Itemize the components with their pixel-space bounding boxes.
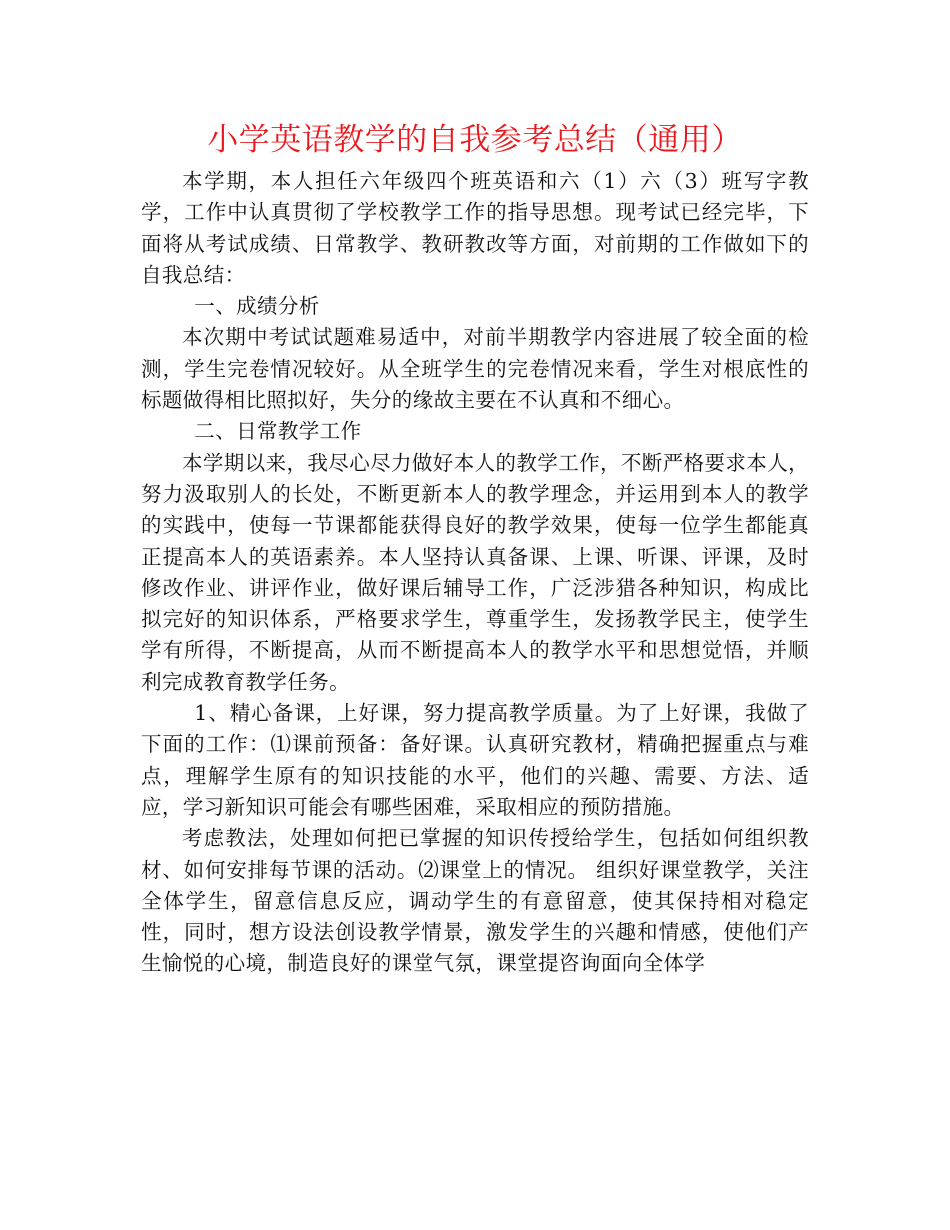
document-body xyxy=(141,166,809,980)
section-heading-score-analysis: 一、成绩分析 xyxy=(194,294,320,319)
paragraph-teaching-method: 考虑教法，处理如何把已掌握的知识传授给学生，包括如何组织教材、如何安排每节课的活动。⑵课堂上的情况。 组织好课堂教学，关注全体学生，留意信息反应，调动学生的有意留意，使其保持相对稳定性，同时，想方设法创设教学情景，激发学生的兴趣和情感，使他们产生愉悦的心境，制造良好的课堂气氛，课堂提咨询面向全体学 xyxy=(141,826,809,976)
page-title: 小学英语教学的自我参考总结（通用） xyxy=(207,122,743,158)
section-heading-daily-teaching: 二、日常教学工作 xyxy=(194,419,362,444)
paragraph-intro: 本学期，本人担任六年级四个班英语和六（1）六（3）班写字教学，工作中认真贯彻了学校教学工作的指导思想。现考试已经完毕，下面将从考试成绩、日常教学、教研教改等方面，对前期的工作做如下的自我总结： xyxy=(141,169,809,287)
paragraph-score-analysis: 本次期中考试试题难易适中，对前半期教学内容进展了较全面的检测，学生完卷情况较好。从全班学生的完卷情况来看，学生对根底性的标题做得相比照拟好，失分的缘故主要在不认真和不细心。 xyxy=(141,325,809,413)
paragraph-lesson-preparation: 1、精心备课，上好课，努力提高教学质量。为了上好课，我做了下面的工作：⑴课前预备：备好课。认真研究教材，精确把握重点与难点，理解学生原有的知识技能的水平，他们的兴趣、需要、方法、适应，学习新知识可能会有哪些困难，采取相应的预防措施。 xyxy=(141,701,809,819)
paragraph-daily-teaching: 本学期以来，我尽心尽力做好本人的教学工作，不断严格要求本人，努力汲取别人的长处，不断更新本人的教学理念，并运用到本人的教学的实践中，使每一节课都能获得良好的教学效果，使每一位学生都能真正提高本人的英语素养。本人坚持认真备课、上课、听课、评课，及时修改作业、讲评作业，做好课后辅导工作，广泛涉猎各种知识，构成比拟完好的知识体系，严格要求学生，尊重学生，发扬教学民主，使学生学有所得，不断提高，从而不断提高本人的教学水平和思想觉悟，并顺利完成教育教学任务。 xyxy=(141,450,809,694)
